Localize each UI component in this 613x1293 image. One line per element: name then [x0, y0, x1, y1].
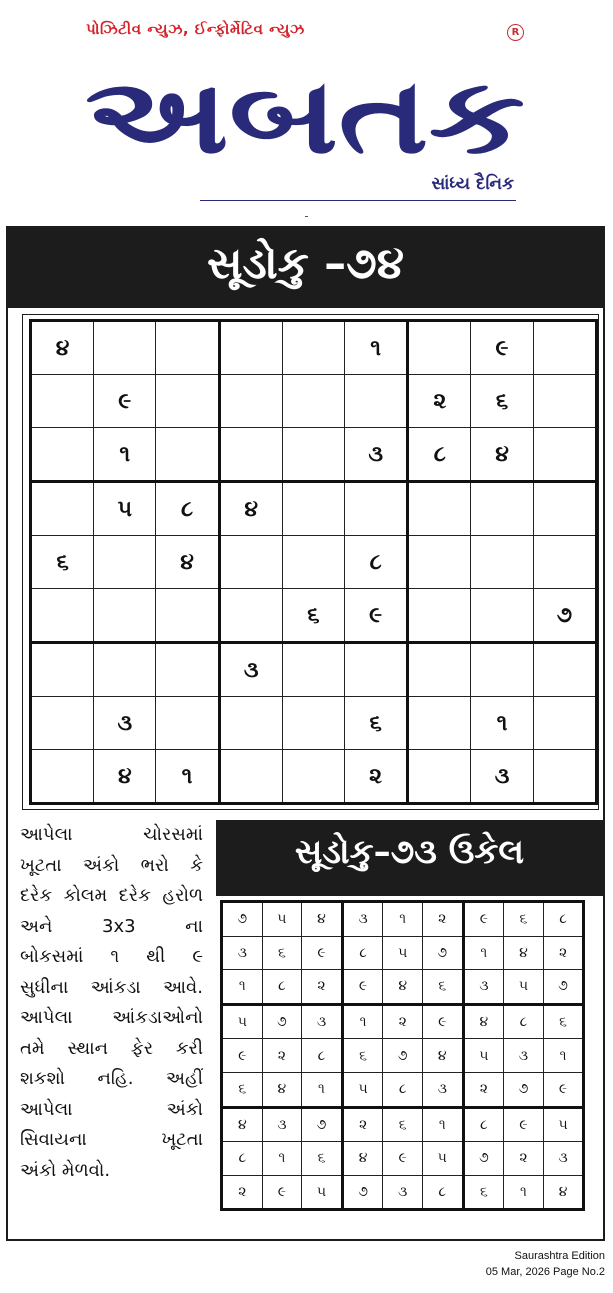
puzzle-cell[interactable]: ૪	[31, 321, 94, 375]
solution-cell: ૨	[543, 936, 584, 970]
puzzle-cell[interactable]	[219, 321, 282, 375]
puzzle-cell[interactable]	[94, 643, 156, 697]
puzzle-cell[interactable]: ૨	[345, 750, 408, 804]
solution-cell: ૨	[342, 1107, 383, 1142]
puzzle-cell[interactable]	[533, 482, 596, 536]
solution-cell: ૫	[222, 1004, 263, 1039]
solution-cell: ૬	[422, 970, 463, 1005]
puzzle-cell[interactable]	[31, 428, 94, 482]
puzzle-cell[interactable]	[533, 697, 596, 750]
puzzle-cell[interactable]	[156, 697, 219, 750]
solution-cell: ૫	[463, 1039, 504, 1073]
solution-cell: ૪	[463, 1004, 504, 1039]
puzzle-cell[interactable]	[533, 536, 596, 589]
solution-cell: ૯	[422, 1004, 463, 1039]
puzzle-cell[interactable]	[408, 589, 471, 643]
puzzle-cell[interactable]: ૪	[156, 536, 219, 589]
solution-cell: ૮	[302, 1039, 343, 1073]
solution-cell: ૮	[463, 1107, 504, 1142]
puzzle-cell[interactable]	[533, 750, 596, 804]
puzzle-cell[interactable]: ૪	[219, 482, 282, 536]
solution-cell: ૬	[262, 936, 302, 970]
solution-row	[222, 1072, 584, 1107]
puzzle-cell[interactable]	[219, 750, 282, 804]
solution-title: સૂડોકુ–૭૩ ઉકેલ	[294, 832, 525, 872]
edition-label: સાંધ્ય દૈનિક	[431, 174, 514, 194]
solution-cell: ૮	[383, 1072, 423, 1107]
solution-cell: ૯	[383, 1142, 423, 1176]
solution-cell: ૫	[383, 936, 423, 970]
puzzle-cell[interactable]: ૬	[471, 375, 533, 428]
newspaper-logo	[82, 48, 528, 174]
masthead	[80, 14, 530, 204]
puzzle-cell[interactable]	[156, 589, 219, 643]
puzzle-cell[interactable]: ૯	[471, 321, 533, 375]
puzzle-cell[interactable]	[31, 697, 94, 750]
solution-cell: ૨	[504, 1142, 544, 1176]
solution-cell: ૬	[504, 902, 544, 937]
puzzle-cell[interactable]: ૩	[219, 643, 282, 697]
instruction-line: દરેક કોલમ દરેક હરોળ	[20, 885, 203, 906]
instruction-line: અંકો મેળવો.	[20, 1159, 111, 1181]
solution-cell: ૬	[302, 1142, 343, 1176]
puzzle-cell[interactable]	[31, 750, 94, 804]
solution-cell: ૨	[422, 902, 463, 937]
solution-cell: ૭	[342, 1175, 383, 1210]
solution-cell: ૩	[463, 970, 504, 1005]
instruction-line: સુધીના આંકડા આવે.	[20, 976, 203, 998]
solution-cell: ૩	[302, 1004, 343, 1039]
solution-cell: ૬	[342, 1039, 383, 1073]
solution-cell: ૩	[422, 1072, 463, 1107]
solution-cell: ૨	[262, 1039, 302, 1073]
solution-cell: ૪	[222, 1107, 263, 1142]
solution-cell: ૩	[342, 902, 383, 937]
solution-row	[222, 1004, 584, 1039]
puzzle-cell[interactable]	[471, 482, 533, 536]
solution-cell: ૪	[262, 1072, 302, 1107]
puzzle-cell[interactable]: ૩	[345, 428, 408, 482]
puzzle-cell[interactable]	[282, 536, 344, 589]
puzzle-grid	[29, 319, 598, 805]
solution-cell: ૯	[262, 1175, 302, 1210]
solution-cell: ૩	[504, 1039, 544, 1073]
solution-cell: ૪	[342, 1142, 383, 1176]
solution-frame	[220, 900, 602, 1230]
puzzle-cell[interactable]: ૩	[94, 697, 156, 750]
solution-row	[222, 1175, 584, 1210]
solution-cell: ૧	[222, 970, 263, 1005]
solution-cell: ૪	[543, 1175, 584, 1210]
puzzle-cell[interactable]: ૧	[156, 750, 219, 804]
puzzle-cell[interactable]	[156, 428, 219, 482]
puzzle-cell[interactable]	[471, 536, 533, 589]
puzzle-cell[interactable]	[31, 375, 94, 428]
solution-cell: ૧	[422, 1107, 463, 1142]
puzzle-cell[interactable]	[408, 482, 471, 536]
puzzle-cell[interactable]: ૪	[471, 428, 533, 482]
puzzle-cell[interactable]: ૬	[282, 589, 344, 643]
solution-cell: ૬	[543, 1004, 584, 1039]
solution-cell: ૯	[543, 1072, 584, 1107]
puzzle-cell[interactable]	[533, 643, 596, 697]
solution-cell: ૩	[383, 1175, 423, 1210]
solution-cell: ૬	[463, 1175, 504, 1210]
instruction-line: ખૂટતા અંકો ભરો કે	[20, 854, 203, 876]
solution-cell: ૯	[302, 936, 343, 970]
solution-cell: ૮	[543, 902, 584, 937]
solution-cell: ૮	[222, 1142, 263, 1176]
puzzle-cell[interactable]	[156, 643, 219, 697]
masthead-rule	[200, 200, 516, 201]
footer	[486, 1248, 605, 1280]
puzzle-title: સૂડોકુ –૭૪	[206, 238, 405, 289]
instruction-line: સિવાયના ખૂટતા	[20, 1129, 203, 1150]
puzzle-cell[interactable]: ૪	[94, 750, 156, 804]
puzzle-cell[interactable]	[31, 643, 94, 697]
puzzle-cell[interactable]	[282, 482, 344, 536]
solution-cell: ૧	[543, 1039, 584, 1073]
solution-cell: ૮	[342, 936, 383, 970]
solution-cell: ૬	[383, 1107, 423, 1142]
puzzle-cell[interactable]	[219, 428, 282, 482]
solution-cell: ૯	[222, 1039, 263, 1073]
puzzle-cell[interactable]	[533, 375, 596, 428]
solution-cell: ૨	[222, 1175, 263, 1210]
puzzle-cell[interactable]	[345, 375, 408, 428]
sudoku-section	[6, 226, 605, 1241]
solution-row	[222, 936, 584, 970]
puzzle-cell[interactable]	[282, 750, 344, 804]
solution-cell: ૩	[262, 1107, 302, 1142]
solution-cell: ૨	[302, 970, 343, 1005]
solution-cell: ૪	[422, 1039, 463, 1073]
solution-row	[222, 902, 584, 937]
puzzle-cell[interactable]	[94, 321, 156, 375]
solution-grid	[220, 900, 585, 1211]
puzzle-cell[interactable]: ૬	[345, 697, 408, 750]
solution-row	[222, 1107, 584, 1142]
puzzle-cell[interactable]: ૭	[533, 589, 596, 643]
solution-cell: ૭	[262, 1004, 302, 1039]
solution-title-bar	[216, 820, 603, 896]
puzzle-cell[interactable]	[219, 375, 282, 428]
puzzle-row	[31, 750, 597, 804]
puzzle-cell[interactable]: ૧	[471, 697, 533, 750]
puzzle-cell[interactable]: ૯	[94, 375, 156, 428]
solution-cell: ૩	[222, 936, 263, 970]
puzzle-cell[interactable]	[94, 589, 156, 643]
solution-cell: ૫	[302, 1175, 343, 1210]
instruction-line: આપેલા આંકડાઓનો	[20, 1007, 203, 1028]
puzzle-row	[31, 428, 597, 482]
puzzle-cell[interactable]	[282, 375, 344, 428]
puzzle-cell[interactable]	[282, 428, 344, 482]
solution-cell: ૪	[504, 936, 544, 970]
solution-row	[222, 1142, 584, 1176]
solution-row	[222, 970, 584, 1005]
solution-row	[222, 1039, 584, 1073]
puzzle-cell[interactable]: ૨	[408, 375, 471, 428]
solution-cell: ૨	[383, 1004, 423, 1039]
instruction-line: અને 3x3 ના	[20, 915, 203, 937]
solution-cell: ૮	[504, 1004, 544, 1039]
puzzle-cell[interactable]	[533, 428, 596, 482]
solution-cell: ૯	[504, 1107, 544, 1142]
solution-cell: ૮	[422, 1175, 463, 1210]
solution-cell: ૯	[463, 902, 504, 937]
puzzle-row	[31, 643, 597, 697]
puzzle-cell[interactable]	[282, 697, 344, 750]
puzzle-frame	[22, 314, 599, 810]
solution-cell: ૭	[504, 1072, 544, 1107]
solution-cell: ૨	[463, 1072, 504, 1107]
puzzle-cell[interactable]: ૮	[408, 428, 471, 482]
solution-cell: ૫	[504, 970, 544, 1005]
puzzle-cell[interactable]	[156, 375, 219, 428]
solution-cell: ૧	[302, 1072, 343, 1107]
instruction-line: તમે સ્થાન ફેર કરી	[20, 1037, 203, 1059]
solution-cell: ૩	[543, 1142, 584, 1176]
solution-cell: ૭	[463, 1142, 504, 1176]
puzzle-cell[interactable]	[408, 536, 471, 589]
puzzle-cell[interactable]	[156, 321, 219, 375]
puzzle-cell[interactable]: ૯	[345, 589, 408, 643]
solution-cell: ૭	[302, 1107, 343, 1142]
svg-text:અબતક: અબતક	[85, 55, 525, 174]
puzzle-cell[interactable]	[408, 750, 471, 804]
puzzle-row	[31, 321, 597, 375]
puzzle-cell[interactable]	[408, 697, 471, 750]
solution-cell: ૧	[463, 936, 504, 970]
puzzle-row	[31, 375, 597, 428]
puzzle-cell[interactable]: ૩	[471, 750, 533, 804]
solution-cell: ૭	[543, 970, 584, 1005]
puzzle-cell[interactable]	[408, 643, 471, 697]
puzzle-cell[interactable]: ૫	[94, 482, 156, 536]
solution-cell: ૪	[302, 902, 343, 937]
puzzle-title-bar	[8, 228, 603, 308]
instruction-line: આપેલા ચોરસમાં	[20, 824, 203, 845]
puzzle-cell[interactable]	[408, 321, 471, 375]
puzzle-cell[interactable]	[471, 589, 533, 643]
solution-cell: ૬	[222, 1072, 263, 1107]
registered-mark: R	[507, 24, 524, 41]
solution-cell: ૪	[383, 970, 423, 1005]
instruction-line: બોકસમાં ૧ થી ૯	[20, 946, 203, 967]
solution-cell: ૫	[422, 1142, 463, 1176]
puzzle-cell[interactable]	[282, 643, 344, 697]
puzzle-cell[interactable]	[219, 536, 282, 589]
puzzle-cell[interactable]	[31, 589, 94, 643]
puzzle-cell[interactable]: ૬	[31, 536, 94, 589]
puzzle-row	[31, 482, 597, 536]
puzzle-cell[interactable]	[533, 321, 596, 375]
puzzle-row	[31, 589, 597, 643]
solution-cell: ૧	[262, 1142, 302, 1176]
solution-cell: ૫	[543, 1107, 584, 1142]
instruction-line: આપેલા અંકો	[20, 1098, 203, 1120]
puzzle-row	[31, 697, 597, 750]
puzzle-cell[interactable]	[345, 643, 408, 697]
instruction-line: શકશો નહિ. અહીં	[20, 1068, 203, 1089]
solution-cell: ૧	[504, 1175, 544, 1210]
puzzle-cell[interactable]: ૧	[345, 321, 408, 375]
puzzle-cell[interactable]: ૮	[345, 536, 408, 589]
solution-cell: ૧	[342, 1004, 383, 1039]
tagline: પોઝિટીવ ન્યુઝ, ઈન્ફોર્મેટિવ ન્યુઝ	[86, 20, 305, 38]
footer-date-page: 05 Mar, 2026 Page No.2	[485, 1266, 605, 1278]
solution-cell: ૧	[383, 902, 423, 937]
puzzle-cell[interactable]: ૧	[94, 428, 156, 482]
puzzle-cell[interactable]: ૮	[156, 482, 219, 536]
puzzle-cell[interactable]	[31, 482, 94, 536]
solution-cell: ૮	[262, 970, 302, 1005]
puzzle-cell[interactable]	[219, 589, 282, 643]
solution-cell: ૫	[262, 902, 302, 937]
puzzle-cell[interactable]	[282, 321, 344, 375]
puzzle-cell[interactable]	[345, 482, 408, 536]
solution-cell: ૭	[383, 1039, 423, 1073]
solution-cell: ૭	[422, 936, 463, 970]
divider	[305, 216, 308, 217]
footer-edition: Saurashtra Edition	[514, 1250, 605, 1262]
puzzle-cell[interactable]	[94, 536, 156, 589]
solution-cell: ૭	[222, 902, 263, 937]
instructions	[20, 820, 203, 1186]
puzzle-cell[interactable]	[471, 643, 533, 697]
puzzle-cell[interactable]	[219, 697, 282, 750]
solution-cell: ૫	[342, 1072, 383, 1107]
puzzle-row	[31, 536, 597, 589]
solution-cell: ૯	[342, 970, 383, 1005]
